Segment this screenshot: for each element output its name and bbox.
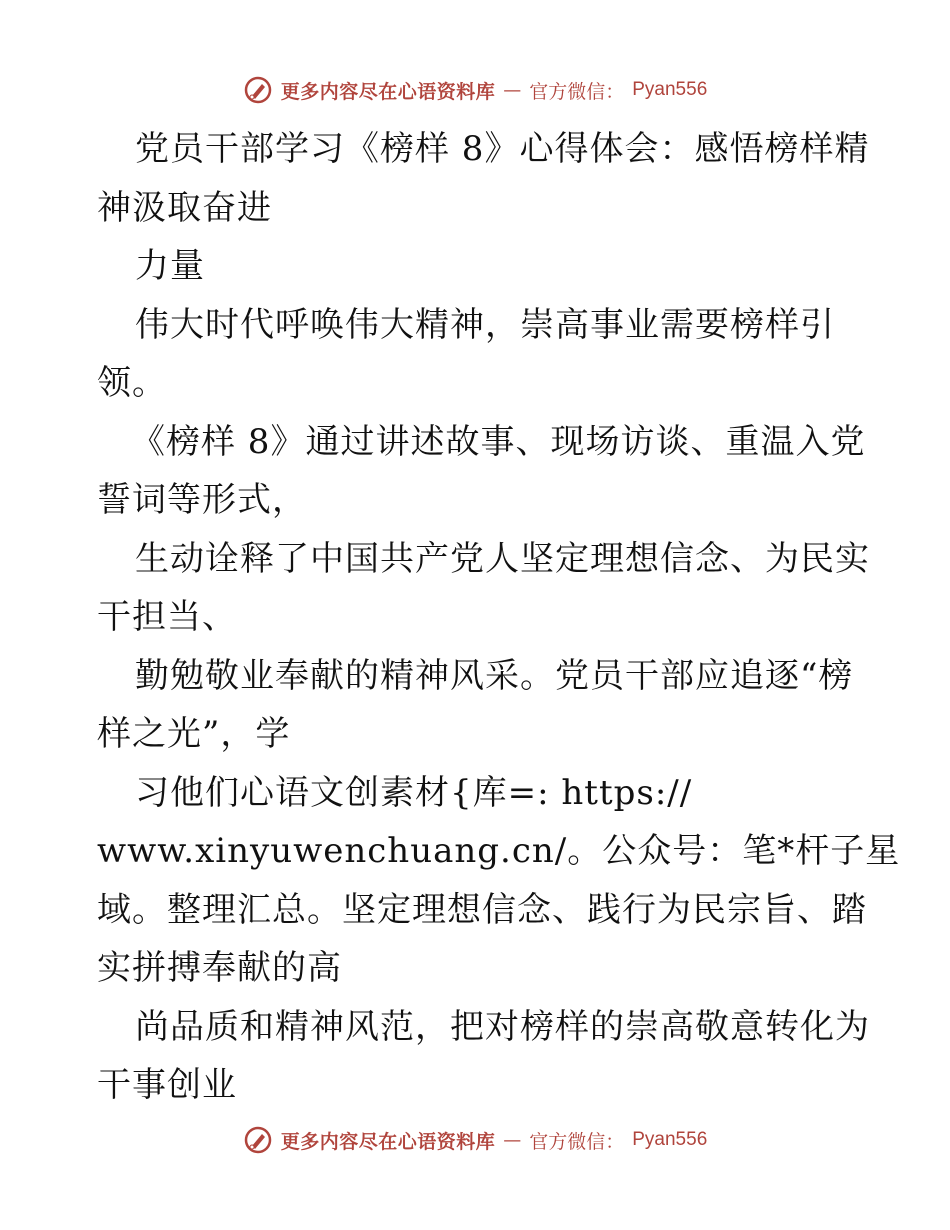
header-text: 更多内容尽在心语资料库 (280, 80, 496, 103)
body-line: 《榜样 8》通过讲述故事、现场访谈、重温入党 (131, 421, 866, 462)
body-line: 习他们心语文创素材{库=: https:// (135, 772, 693, 813)
document-body (97, 120, 901, 1115)
body-line: 样之光”，学 (97, 714, 291, 754)
body-line: 域。整理汇总。坚定理想信念、践行为民宗旨、踏 (97, 889, 867, 930)
footer-text: 更多内容尽在心语资料库 (280, 1130, 496, 1153)
body-line: 神汲取奋进 (97, 187, 272, 228)
footer-separator: — (503, 1129, 522, 1151)
pen-logo-icon (243, 75, 273, 105)
body-line: 伟大时代呼唤伟大精神，崇高事业需要榜样引 (135, 304, 835, 345)
header-wechat-id: Pyan556 (632, 79, 708, 100)
body-line: 勤勉敬业奉献的精神风采。党员干部应追逐“榜 (135, 655, 854, 696)
body-line: 干事创业 (97, 1065, 237, 1105)
body-line: 力量 (135, 246, 205, 286)
footer-banner (0, 1120, 950, 1160)
body-line: 党员干部学习《榜样 8》心得体会：感悟榜样精 (135, 129, 870, 169)
header-separator: — (503, 79, 522, 101)
body-line: 实拼搏奉献的高 (97, 948, 342, 988)
body-line: 干担当、 (97, 597, 237, 637)
header-banner (0, 70, 950, 110)
body-line: 领。 (97, 363, 167, 403)
body-line: 誓词等形式， (97, 480, 307, 520)
pen-logo-icon (243, 1125, 273, 1155)
footer-wechat-id: Pyan556 (632, 1129, 708, 1150)
body-line: 生动诠释了中国共产党人坚定理想信念、为民实 (135, 538, 870, 579)
body-line: 尚品质和精神风范，把对榜样的崇高敬意转化为 (135, 1006, 870, 1047)
body-line: www.xinyuwenchuang.cn/。公众号：笔*杆子星 (97, 831, 901, 871)
footer-wechat-label: 官方微信： (529, 1130, 625, 1153)
header-wechat-label: 官方微信： (529, 80, 625, 103)
